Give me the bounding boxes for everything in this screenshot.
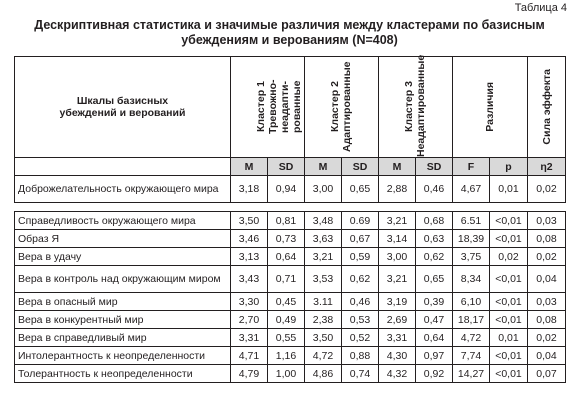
table-row xyxy=(15,347,566,365)
subheader-cell: F xyxy=(453,158,490,176)
row-label: Доброжелательность окружающего мира xyxy=(15,176,231,203)
header-scales-label: Шкалы базисных убеждений и верований xyxy=(59,95,186,119)
table-row xyxy=(15,212,566,230)
cell: <0,01 xyxy=(490,347,528,365)
cell: 0,65 xyxy=(416,266,453,293)
cell: 0,49 xyxy=(268,311,305,329)
header-effect-size xyxy=(528,57,566,158)
cell: 0,01 xyxy=(490,176,528,203)
table-row xyxy=(15,293,566,311)
cell: <0,01 xyxy=(490,212,528,230)
cell: 0,68 xyxy=(416,212,453,230)
cell: 4,71 xyxy=(231,347,268,365)
cell: <0,01 xyxy=(490,266,528,293)
cell: 0,81 xyxy=(268,212,305,230)
table-row xyxy=(15,365,566,383)
cell: 0,65 xyxy=(342,176,379,203)
table-row xyxy=(15,266,566,293)
cell: 3,14 xyxy=(379,230,416,248)
subheader-blank xyxy=(15,158,231,176)
cell: <0,01 xyxy=(490,230,528,248)
cell: 4,30 xyxy=(379,347,416,365)
cell: 3,00 xyxy=(379,248,416,266)
row-label: Интолерантность к неопределенности xyxy=(15,347,231,365)
cell: 4,72 xyxy=(453,329,490,347)
header-cluster-1 xyxy=(231,57,305,158)
subheader-cell: M xyxy=(379,158,416,176)
cell: 0,97 xyxy=(416,347,453,365)
row-label: Вера в удачу xyxy=(15,248,231,266)
header-differences-label: Различия xyxy=(484,82,496,132)
cell: 0,73 xyxy=(268,230,305,248)
header-differences xyxy=(453,57,528,158)
cell: 1,16 xyxy=(268,347,305,365)
cell: 3,13 xyxy=(231,248,268,266)
cell: 7,74 xyxy=(453,347,490,365)
cell: 6.51 xyxy=(453,212,490,230)
cell: 0,55 xyxy=(268,329,305,347)
subheader-cell: SD xyxy=(342,158,379,176)
cell: 0,08 xyxy=(528,311,566,329)
cell: 0,39 xyxy=(416,293,453,311)
cell: 0,02 xyxy=(528,176,566,203)
cell: 4,72 xyxy=(305,347,342,365)
cell: 0,46 xyxy=(416,176,453,203)
table-row xyxy=(15,329,566,347)
cell: 0,62 xyxy=(342,266,379,293)
table-row xyxy=(15,248,566,266)
table-number: Таблица 4 xyxy=(514,2,567,14)
cell: 0,04 xyxy=(528,266,566,293)
cell: 3,21 xyxy=(379,212,416,230)
cell: 4,86 xyxy=(305,365,342,383)
row-label: Образ Я xyxy=(15,230,231,248)
cell: 1,00 xyxy=(268,365,305,383)
header-effect-size-label: Сила эффекта xyxy=(540,69,553,145)
cell: 2,88 xyxy=(379,176,416,203)
cell: 3.11 xyxy=(305,293,342,311)
cell: 3,46 xyxy=(231,230,268,248)
cell: 3,48 xyxy=(305,212,342,230)
cell: 0,02 xyxy=(528,329,566,347)
cell: 3,21 xyxy=(305,248,342,266)
cell: 3,19 xyxy=(379,293,416,311)
cell: <0,01 xyxy=(490,293,528,311)
title-line-2: убеждениям и верованиям (N=408) xyxy=(181,33,398,47)
cell: 3,50 xyxy=(305,329,342,347)
cell: 0,02 xyxy=(490,248,528,266)
cell: 3,43 xyxy=(231,266,268,293)
header-cluster-2-label: Кластер 2 Адаптированные xyxy=(328,61,353,153)
cell: 18,39 xyxy=(453,230,490,248)
cell: 3,31 xyxy=(379,329,416,347)
cell: 0,47 xyxy=(416,311,453,329)
subheader-cell: p xyxy=(490,158,528,176)
statistics-table xyxy=(14,56,566,383)
cell: 3,30 xyxy=(231,293,268,311)
table-row xyxy=(15,176,566,203)
cell: 3,63 xyxy=(305,230,342,248)
cell: <0,01 xyxy=(490,311,528,329)
subheader-cell: M xyxy=(231,158,268,176)
cell: 0,94 xyxy=(268,176,305,203)
cell: <0,01 xyxy=(490,365,528,383)
spacer-cell xyxy=(15,203,566,212)
cell: 0,03 xyxy=(528,212,566,230)
row-label: Вера в контроль над окружающим миром xyxy=(15,266,231,293)
cell: 4,32 xyxy=(379,365,416,383)
cell: 0,67 xyxy=(342,230,379,248)
header-cluster-3-label: Кластер 3 Неадаптированные xyxy=(402,54,427,157)
cell: 4,67 xyxy=(453,176,490,203)
cell: 3,53 xyxy=(305,266,342,293)
table-title xyxy=(14,18,565,48)
cell: 3,00 xyxy=(305,176,342,203)
header-cluster-1-label: Кластер 1 Тревожно-неадапти- рованные xyxy=(254,79,303,135)
cell: 14,27 xyxy=(453,365,490,383)
cell: 0,63 xyxy=(416,230,453,248)
title-line-1: Дескриптивная статистика и значимые различия между кластерами по базисным xyxy=(34,18,545,32)
cell: 0,53 xyxy=(342,311,379,329)
cell: 4,79 xyxy=(231,365,268,383)
cell: 0,08 xyxy=(528,230,566,248)
row-spacer xyxy=(15,203,566,212)
cell: 0,92 xyxy=(416,365,453,383)
cell: 0,45 xyxy=(268,293,305,311)
header-row xyxy=(15,57,566,158)
cell: 2,70 xyxy=(231,311,268,329)
cell: 0,46 xyxy=(342,293,379,311)
cell: 0,71 xyxy=(268,266,305,293)
cell: 0,52 xyxy=(342,329,379,347)
table-row xyxy=(15,311,566,329)
header-cluster-2 xyxy=(305,57,379,158)
subheader-row xyxy=(15,158,566,176)
cell: 6,10 xyxy=(453,293,490,311)
cell: 3,75 xyxy=(453,248,490,266)
cell: 3,31 xyxy=(231,329,268,347)
row-label: Толерантность к неопределенности xyxy=(15,365,231,383)
cell: 0,03 xyxy=(528,293,566,311)
subheader-cell: SD xyxy=(416,158,453,176)
cell: 0,74 xyxy=(342,365,379,383)
cell: 0,02 xyxy=(528,248,566,266)
cell: 3,21 xyxy=(379,266,416,293)
cell: 0,07 xyxy=(528,365,566,383)
cell: 0,64 xyxy=(416,329,453,347)
row-label: Вера в справедливый мир xyxy=(15,329,231,347)
cell: 0,59 xyxy=(342,248,379,266)
subheader-cell: SD xyxy=(268,158,305,176)
cell: 8,34 xyxy=(453,266,490,293)
table-row xyxy=(15,230,566,248)
header-cluster-3 xyxy=(379,54,453,158)
header-scales xyxy=(15,57,231,158)
subheader-cell: η2 xyxy=(528,158,566,176)
row-label: Вера в конкурентный мир xyxy=(15,311,231,329)
cell: 0.69 xyxy=(342,212,379,230)
cell: 3,50 xyxy=(231,212,268,230)
cell: 0,88 xyxy=(342,347,379,365)
cell: 2,38 xyxy=(305,311,342,329)
cell: 0,04 xyxy=(528,347,566,365)
cell: 18,17 xyxy=(453,311,490,329)
row-label: Вера в опасный мир xyxy=(15,293,231,311)
row-label: Справедливость окружающего мира xyxy=(15,212,231,230)
cell: 0,01 xyxy=(490,329,528,347)
cell: 0,64 xyxy=(268,248,305,266)
cell: 2,69 xyxy=(379,311,416,329)
cell: 0,62 xyxy=(416,248,453,266)
subheader-cell: M xyxy=(305,158,342,176)
cell: 3,18 xyxy=(231,176,268,203)
